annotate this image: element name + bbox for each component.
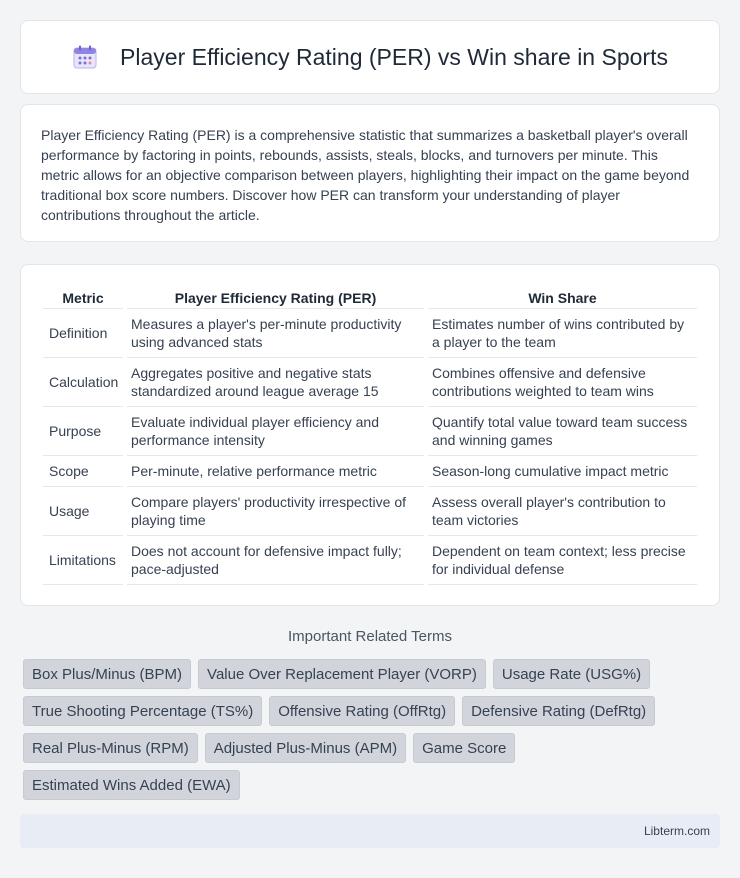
related-terms-list bbox=[23, 659, 723, 800]
row-per-value: Per-minute, relative performance metric bbox=[127, 456, 424, 487]
term-tag[interactable]: Box Plus/Minus (BPM) bbox=[23, 659, 191, 689]
table-row bbox=[43, 309, 697, 358]
header-card bbox=[20, 20, 720, 94]
column-header-metric: Metric bbox=[43, 285, 123, 309]
related-terms-title: Important Related Terms bbox=[288, 628, 452, 645]
row-metric: Definition bbox=[43, 309, 123, 358]
term-tag[interactable]: Usage Rate (USG%) bbox=[493, 659, 650, 689]
term-tag[interactable]: Offensive Rating (OffRtg) bbox=[269, 696, 455, 726]
row-metric: Purpose bbox=[43, 407, 123, 456]
column-header-win-share: Win Share bbox=[428, 285, 697, 309]
row-per-value: Does not account for defensive impact fully; pace-adjusted bbox=[127, 536, 424, 585]
row-win-share-value: Assess overall player's contribution to team victories bbox=[428, 487, 697, 536]
term-tag[interactable]: Value Over Replacement Player (VORP) bbox=[198, 659, 486, 689]
term-tag[interactable]: Estimated Wins Added (EWA) bbox=[23, 770, 240, 800]
table-row bbox=[43, 456, 697, 487]
row-per-value: Compare players' productivity irrespective of playing time bbox=[127, 487, 424, 536]
term-tag[interactable]: Real Plus-Minus (RPM) bbox=[23, 733, 198, 763]
table-row bbox=[43, 407, 697, 456]
row-metric: Usage bbox=[43, 487, 123, 536]
calendar-grid-icon bbox=[72, 44, 98, 70]
row-win-share-value: Estimates number of wins contributed by a player to the team bbox=[428, 309, 697, 358]
row-metric: Limitations bbox=[43, 536, 123, 585]
table-header-row bbox=[43, 285, 697, 309]
intro-text: Player Efficiency Rating (PER) is a comprehensive statistic that summarizes a basketball player's overall performance by factoring in points, rebounds, assists, steals, blocks, and turnovers per minute. This metric allows for an objective comparison between players, highlighting their impact on the game beyond traditional box score numbers. Discover how PER can transform your understanding of player contributions throughout the article. bbox=[41, 127, 690, 223]
row-per-value: Evaluate individual player efficiency and performance intensity bbox=[127, 407, 424, 456]
intro-card bbox=[20, 104, 720, 242]
footer-site-link[interactable]: Libterm.com bbox=[643, 824, 710, 838]
term-tag[interactable]: Defensive Rating (DefRtg) bbox=[462, 696, 655, 726]
table-row bbox=[43, 487, 697, 536]
row-per-value: Aggregates positive and negative stats standardized around league average 15 bbox=[127, 358, 424, 407]
row-win-share-value: Combines offensive and defensive contributions weighted to team wins bbox=[428, 358, 697, 407]
term-tag[interactable]: True Shooting Percentage (TS%) bbox=[23, 696, 262, 726]
footer bbox=[20, 814, 720, 848]
table-row bbox=[43, 358, 697, 407]
table-row bbox=[43, 536, 697, 585]
row-win-share-value: Quantify total value toward team success and winning games bbox=[428, 407, 697, 456]
term-tag[interactable]: Game Score bbox=[413, 733, 515, 763]
column-header-per: Player Efficiency Rating (PER) bbox=[127, 285, 424, 309]
comparison-table bbox=[39, 285, 701, 585]
page-title: Player Efficiency Rating (PER) vs Win share in Sports bbox=[120, 43, 668, 70]
row-metric: Scope bbox=[43, 456, 123, 487]
row-win-share-value: Season-long cumulative impact metric bbox=[428, 456, 697, 487]
row-win-share-value: Dependent on team context; less precise for individual defense bbox=[428, 536, 697, 585]
row-per-value: Measures a player's per-minute productivity using advanced stats bbox=[127, 309, 424, 358]
term-tag[interactable]: Adjusted Plus-Minus (APM) bbox=[205, 733, 406, 763]
comparison-table-card bbox=[20, 264, 720, 606]
row-metric: Calculation bbox=[43, 358, 123, 407]
